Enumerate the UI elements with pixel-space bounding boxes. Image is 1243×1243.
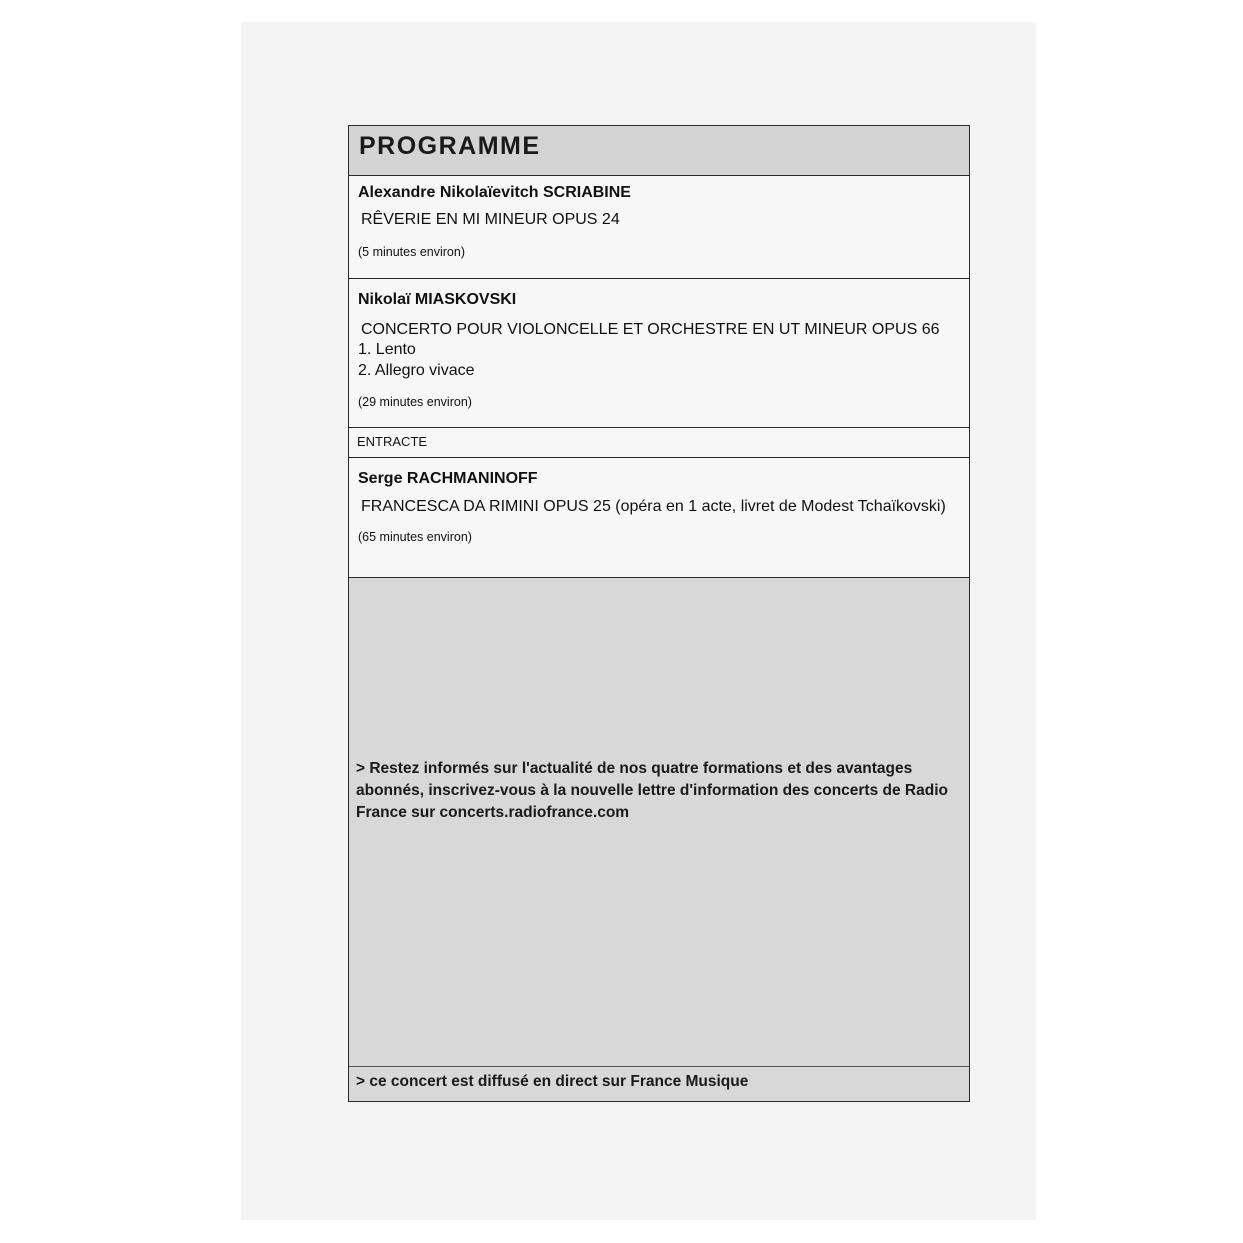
footer-divider	[349, 1066, 969, 1067]
work-duration: (65 minutes environ)	[358, 530, 472, 544]
work-title: CONCERTO POUR VIOLONCELLE ET ORCHESTRE EN UT MINEUR OPUS 66	[361, 321, 940, 338]
programme-box	[348, 125, 970, 1102]
newsletter-note: > Restez informés sur l'actualité de nos quatre formations et des avantages abonnés, inscrivez-vous à la nouvelle lettre d'information des concerts de Radio France sur concerts.radiofrance.com	[356, 760, 948, 821]
work-rachmaninoff	[349, 458, 969, 578]
intermission-label: ENTRACTE	[357, 434, 428, 449]
composer-name: Nikolaï MIASKOVSKI	[358, 291, 517, 308]
work-miaskovski	[349, 279, 969, 428]
work-title: RÊVERIE EN MI MINEUR OPUS 24	[361, 211, 620, 228]
intermission-row	[349, 428, 969, 458]
work-title: FRANCESCA DA RIMINI OPUS 25 (opéra en 1 acte, livret de Modest Tchaïkovski)	[361, 498, 946, 515]
movement-item: 2. Allegro vivace	[358, 362, 475, 379]
composer-name: Serge RACHMANINOFF	[358, 470, 538, 487]
work-duration: (5 minutes environ)	[358, 245, 465, 259]
programme-title: PROGRAMME	[359, 132, 541, 160]
work-scriabine	[349, 176, 969, 279]
work-duration: (29 minutes environ)	[358, 395, 472, 409]
broadcast-note: > ce concert est diffusé en direct sur France Musique	[356, 1073, 749, 1090]
programme-header	[349, 126, 969, 176]
composer-name: Alexandre Nikolaïevitch SCRIABINE	[358, 184, 631, 201]
movement-item: 1. Lento	[358, 341, 416, 358]
